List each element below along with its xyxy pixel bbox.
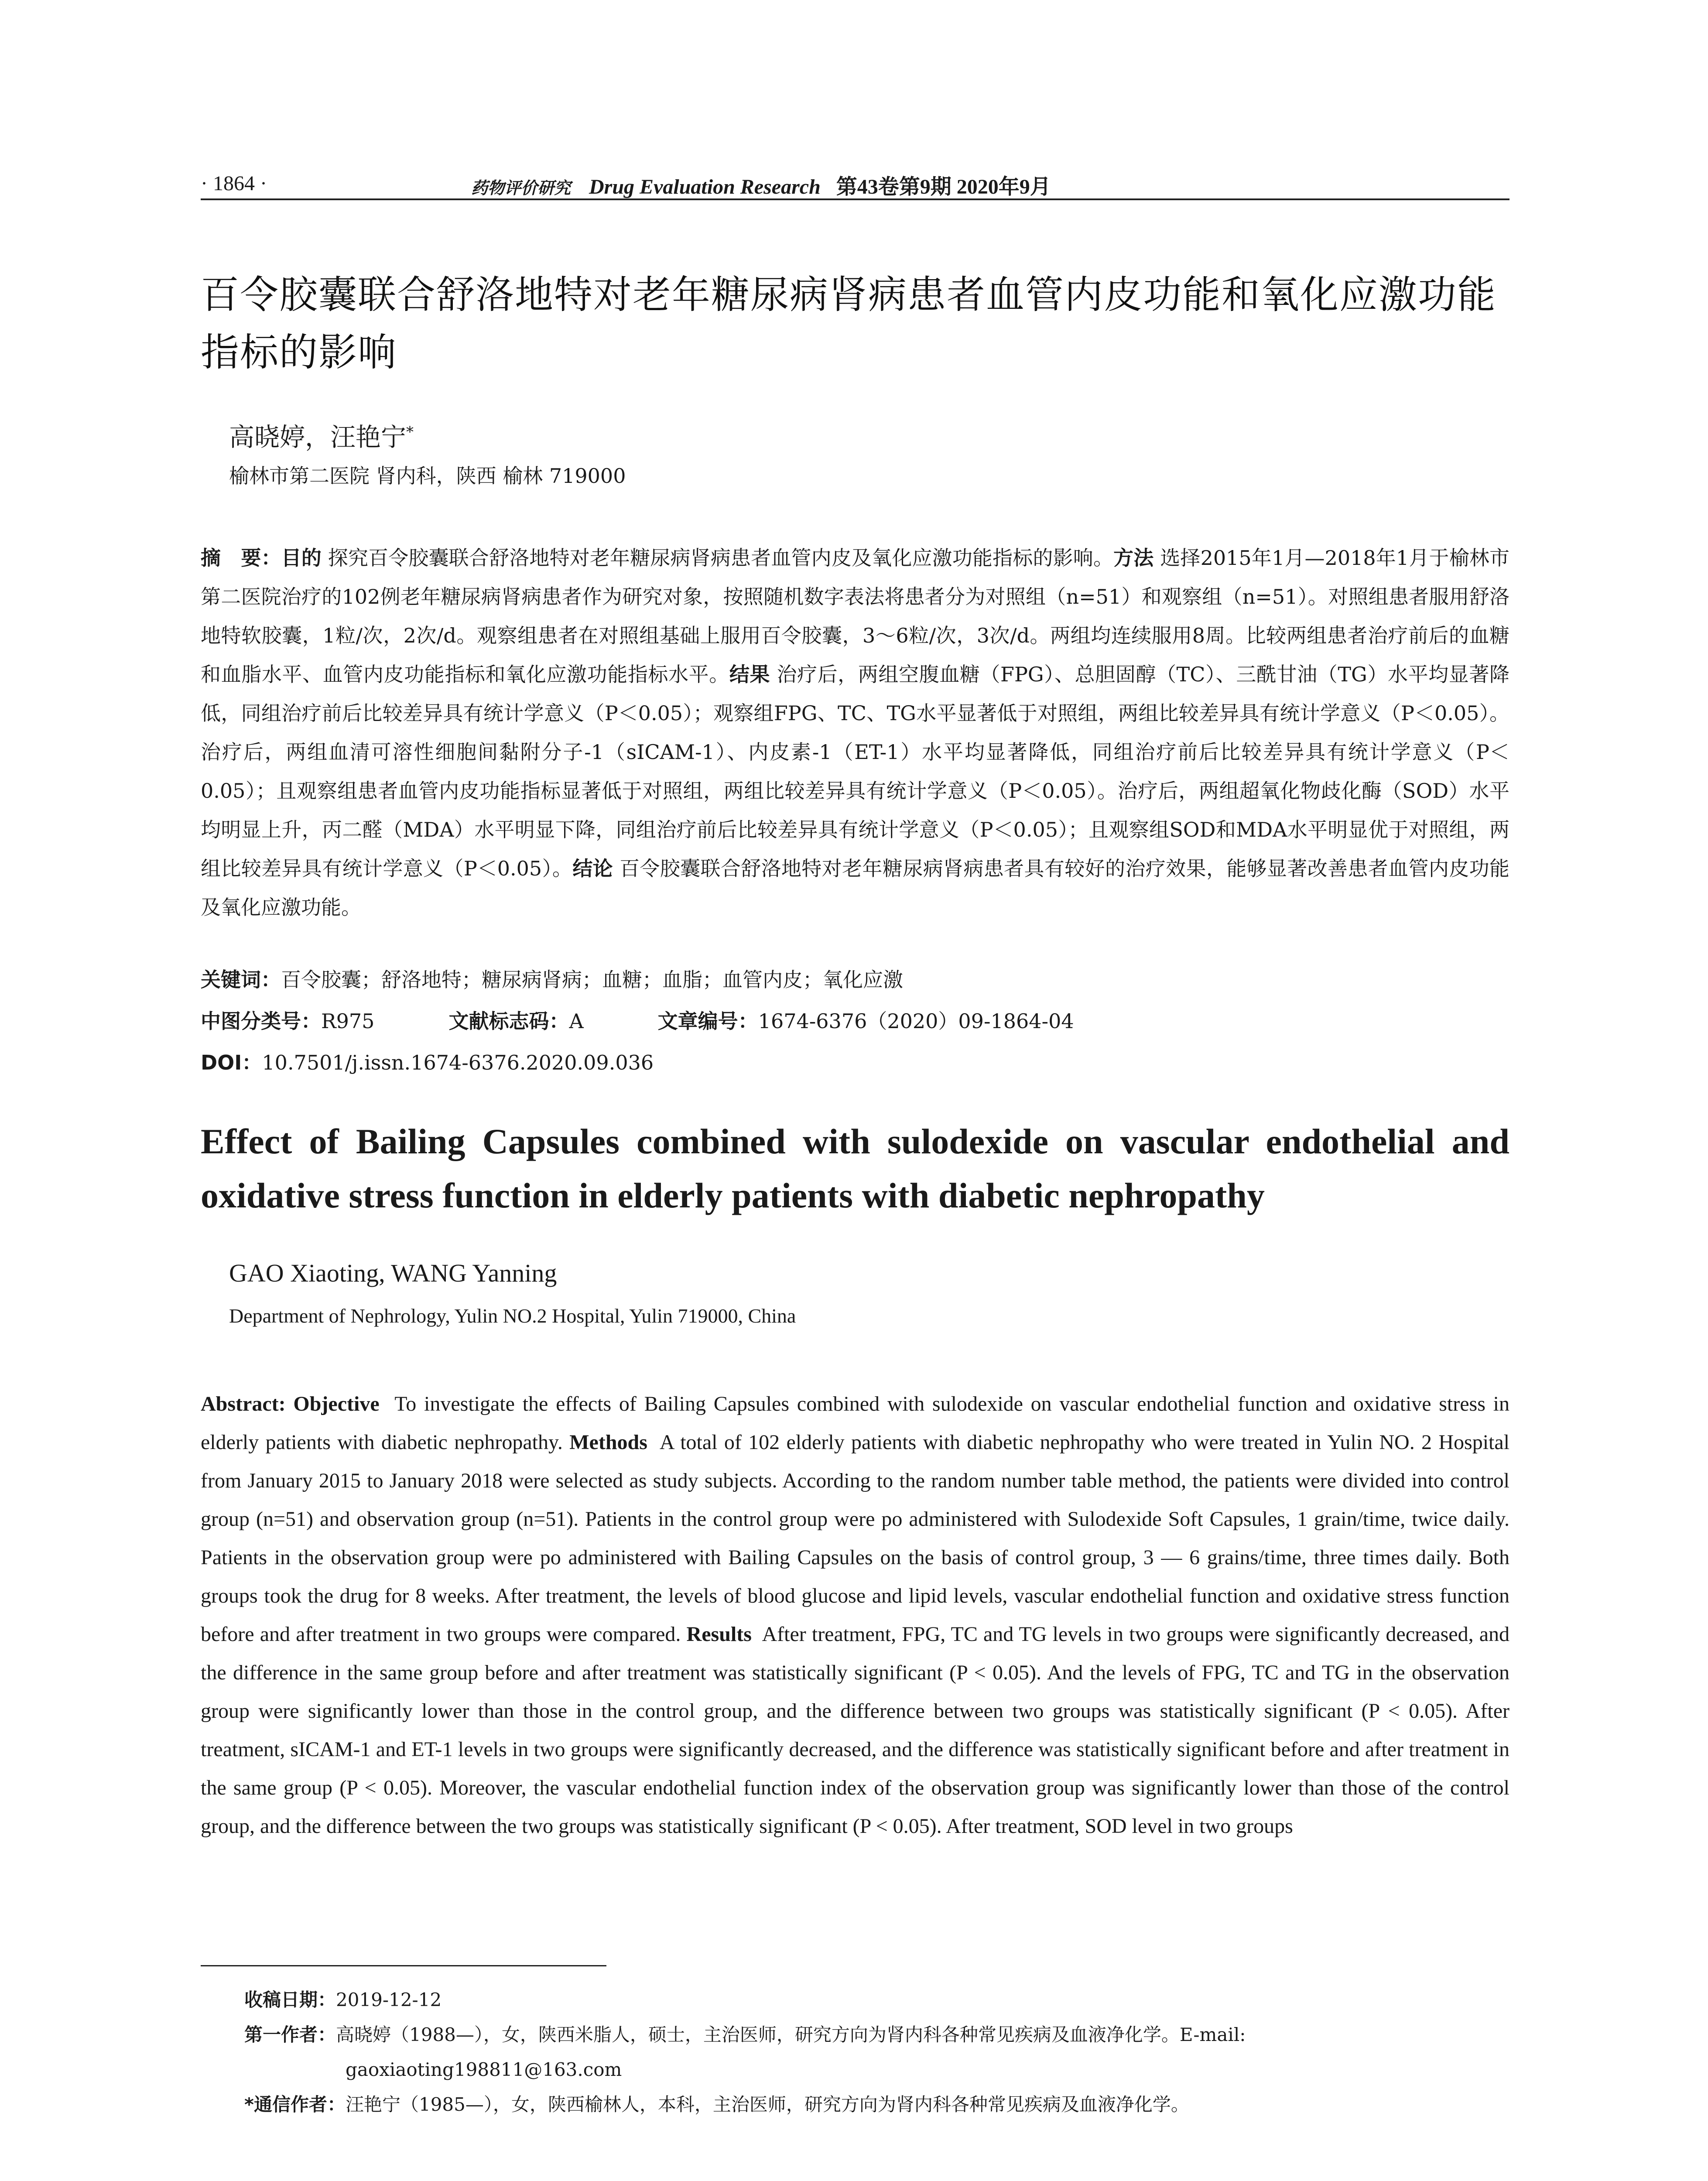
journal-name-en: Drug Evaluation Research — [589, 175, 821, 198]
first-author-text: 高晓婷（1988—），女，陕西米脂人，硕士，主治医师，研究方向为肾内科各种常见疾病及血液净化学。E-mail: — [336, 2024, 1246, 2045]
article-no-value: 1674-6376（2020）09-1864-04 — [758, 1009, 1074, 1033]
objective-en: To investigate the effects of Bailing Capsules combined with sulodexide on vascular endothelial function and oxidative stress in elderly patients with diabetic nephropathy. — [201, 1392, 1510, 1454]
first-author-label: 第一作者： — [244, 2024, 336, 2045]
footnote-first-author — [244, 2017, 1509, 2052]
doi-line — [201, 1047, 1509, 1076]
objective-en-label: Objective — [293, 1392, 380, 1415]
received-date: 2019-12-12 — [336, 1989, 442, 2010]
corresponding-mark: * — [406, 423, 414, 441]
title-cn: 百令胶囊联合舒洛地特对老年糖尿病肾病患者血管内皮功能和氧化应激功能指标的影响 — [201, 272, 1497, 375]
abstract-en-label: Abstract: — [201, 1392, 286, 1415]
objective-cn-label: 目的 — [281, 546, 322, 570]
affiliation-cn: 榆林市第二医院 肾内科，陕西 榆林 719000 — [229, 464, 626, 488]
footnote-rule — [201, 1965, 606, 1966]
corresponding-text: 汪艳宁（1985—），女，陕西榆林人，本科，主治医师，研究方向为肾内科各种常见疾病及血液净化学。 — [345, 2094, 1189, 2115]
journal-name — [471, 170, 1051, 200]
methods-cn-label: 方法 — [1113, 546, 1154, 570]
keywords-cn-text: 百令胶囊；舒洛地特；糖尿病肾病；血糖；血脂；血管内皮；氧化应激 — [281, 968, 903, 991]
article-no-label: 文章编号： — [657, 1009, 758, 1033]
conclusion-cn: 百令胶囊联合舒洛地特对老年糖尿病肾病患者具有较好的治疗效果，能够显著改善患者血管内皮功能及氧化应激功能。 — [201, 857, 1510, 919]
classification-line — [201, 1005, 1509, 1034]
first-author-email[interactable]: gaoxiaoting198811@163.com — [346, 2059, 622, 2080]
abstract-cn-label: 摘 要： — [201, 546, 281, 570]
results-en: After treatment, FPG, TC and TG levels in two groups were significantly decreased, and the difference in the same group before and after treatment was statistically significant (P < 0.05). And the levels of FPG, TC and TG in the observation group were significantly lower than those in the control group, and the difference between two groups was statistically significant (P < 0.05). After treatment, sICAM-1 and ET-1 levels in two groups were significantly decreased, and the difference was statistically significant before and after treatment in the same group (P < 0.05). Moreover, the vascular endothelial function index of the observation group was significantly lower than those of the control group, and the difference between the two groups was statistically significant (P < 0.05). After treatment, SOD level in two groups — [201, 1623, 1510, 1838]
conclusion-cn-label: 结论 — [572, 857, 613, 880]
methods-en: A total of 102 elderly patients with diabetic nephropathy who were treated in Yulin NO. 2 Hospital from January 2015 to January 2018 were selected as study subjects. According to the random number table method, the patients were divided into control group (n=51) and observation group (n=51). Patients in the control group were po administered with Sulodexide Soft Capsules, 1 grain/time, twice daily. Patients in the observation group were po administered with Bailing Capsules on the basis of control group, 3 — 6 grains/time, three times daily. Both groups took the drug for 8 weeks. After treatment, the levels of blood glucose and lipid levels, vascular endothelial function and oxidative stress function before and after treatment in two groups were compared. — [201, 1431, 1510, 1646]
clc-label: 中图分类号： — [201, 1009, 321, 1033]
abstract-en — [201, 1385, 1509, 1846]
keywords-cn — [201, 964, 1509, 993]
running-header — [201, 168, 1509, 200]
clc-value: R975 — [321, 1009, 375, 1033]
results-cn-label: 结果 — [729, 663, 770, 686]
journal-logo-cn: 药物评价研究 — [471, 178, 571, 198]
doi-label: DOI： — [201, 1051, 262, 1074]
keywords-cn-label: 关键词： — [201, 968, 281, 991]
footnote-received — [244, 1983, 1509, 2017]
abstract-cn — [201, 539, 1509, 927]
results-en-label: Results — [686, 1623, 752, 1646]
authors-cn — [229, 417, 414, 453]
footnotes — [244, 1983, 1509, 2122]
corresponding-label: *通信作者： — [244, 2094, 346, 2115]
doc-code-value: A — [569, 1009, 584, 1033]
authors-cn-names: 高晓婷，汪艳宁 — [229, 422, 407, 452]
title-en: Effect of Bailing Capsules combined with sulodexide on vascular endothelial and oxidative stress function in elderly patients with diabetic nephropathy — [201, 1121, 1509, 1215]
affiliation-en: Department of Nephrology, Yulin NO.2 Hospital, Yulin 719000, China — [229, 1305, 796, 1327]
methods-en-label: Methods — [569, 1431, 647, 1454]
doi-value[interactable]: 10.7501/j.issn.1674-6376.2020.09.036 — [262, 1051, 654, 1074]
page-number: · 1864 · — [201, 172, 267, 195]
footnote-corresponding — [244, 2087, 1509, 2122]
authors-en: GAO Xiaoting, WANG Yanning — [229, 1259, 557, 1287]
methods-cn: 选择2015年1月—2018年1月于榆林市第二医院治疗的102例老年糖尿病肾病患者作为研究对象，按照随机数字表法将患者分为对照组（n=51）和观察组（n=51）。对照组患者服用舒洛地特软胶囊，1粒/次，2次/d。观察组患者在对照组基础上服用百令胶囊，3～6粒/次，3次/d。两组均连续服用8周。比较两组患者治疗前后的血糖和血脂水平、血管内皮功能指标和氧化应激功能指标水平。 — [201, 546, 1510, 686]
doc-code-label: 文献标志码： — [448, 1009, 569, 1033]
results-cn: 治疗后，两组空腹血糖（FPG）、总胆固醇（TC）、三酰甘油（TG）水平均显著降低，同组治疗前后比较差异具有统计学意义（P＜0.05）；观察组FPG、TC、TG水平显著低于对照组，两组比较差异具有统计学意义（P＜0.05）。治疗后，两组血清可溶性细胞间黏附分子-1（sICAM-1）、内皮素-1（ET-1）水平均显著降低，同组治疗前后比较差异具有统计学意义（P＜0.05）；且观察组患者血管内皮功能指标显著低于对照组，两组比较差异具有统计学意义（P＜0.05）。治疗后，两组超氧化物歧化酶（SOD）水平均明显上升，丙二醛（MDA）水平明显下降，同组治疗前后比较差异具有统计学意义（P＜0.05）；且观察组SOD和MDA水平明显优于对照组，两组比较差异具有统计学意义（P＜0.05）。 — [201, 663, 1510, 880]
objective-cn: 探究百令胶囊联合舒洛地特对老年糖尿病肾病患者血管内皮及氧化应激功能指标的影响。 — [328, 546, 1114, 570]
received-label: 收稿日期： — [244, 1989, 336, 2010]
journal-issue: 第43卷第9期 2020年9月 — [836, 175, 1051, 198]
